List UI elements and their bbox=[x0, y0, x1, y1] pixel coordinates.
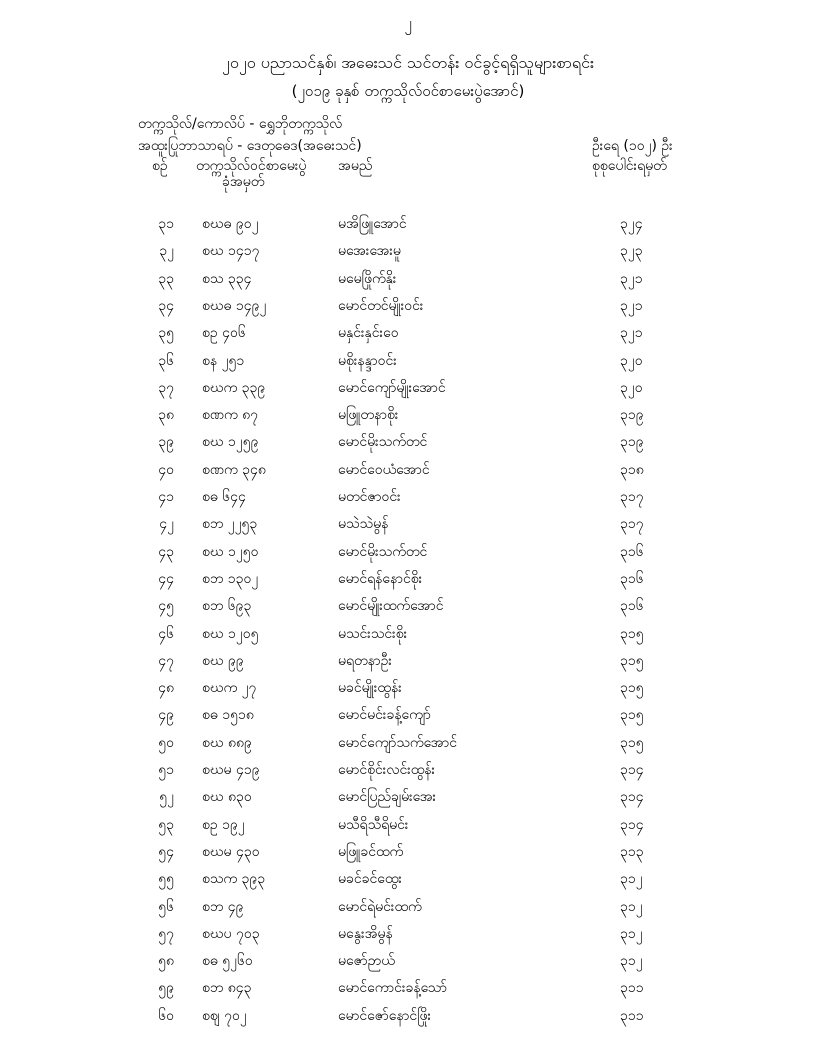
table-row bbox=[0, 432, 816, 454]
row-number: ၅၄ bbox=[158, 843, 174, 860]
student-name: မအေးအေးမူ bbox=[338, 243, 401, 260]
roll-number: စဈ ၇၀၂ bbox=[202, 1007, 247, 1024]
student-name: မသီရိသီရိမင်း bbox=[338, 816, 409, 833]
row-number: ၄၀ bbox=[158, 461, 174, 478]
row-number: ၃၄ bbox=[158, 297, 174, 314]
total-marks: ၃၁၅ bbox=[620, 707, 644, 724]
total-marks: ၃၂၁ bbox=[620, 325, 643, 342]
student-name: မအိဖြူအောင် bbox=[338, 216, 407, 232]
student-name: မခင်မျိုးထွန်း bbox=[338, 680, 402, 697]
page-number: ၂ bbox=[404, 14, 412, 32]
roll-number: စဃ ၁၄၁၇ bbox=[202, 243, 260, 260]
table-row bbox=[0, 241, 816, 263]
roll-number: စဃပ ၇၀၃ bbox=[202, 925, 260, 942]
total-marks: ၃၁၂ bbox=[620, 925, 643, 942]
student-name: မောင်မိုးသက်တင် bbox=[338, 434, 428, 451]
university-line: တက္ကသိုလ်/ကောလိပ် - ရွှေဘိုတက္ကသိုလ် bbox=[138, 116, 343, 132]
roll-number: စသ ၃၃၄ bbox=[202, 270, 252, 287]
student-name: မောင်ရန်နောင်စိုး bbox=[338, 570, 423, 587]
total-marks: ၃၁၅ bbox=[620, 625, 644, 642]
row-number: ၃၉ bbox=[158, 434, 174, 451]
row-number: ၅၈ bbox=[158, 953, 174, 970]
table-row bbox=[0, 651, 816, 673]
student-name: မောင်တင်မျိုးဝင်း bbox=[338, 297, 424, 314]
total-marks: ၃၁၆ bbox=[620, 543, 644, 560]
row-number: ၄၁ bbox=[158, 489, 174, 505]
student-name: မောင်စိုင်းလင်းထွန်း bbox=[338, 762, 436, 778]
roll-number: စဥ ၁၉၂ bbox=[202, 816, 245, 833]
total-marks: ၃၂၁ bbox=[620, 270, 643, 287]
roll-number: စဃ ၈၈၉ bbox=[202, 734, 252, 751]
roll-number: စဘ ၄၉ bbox=[202, 898, 244, 915]
table-row bbox=[0, 296, 816, 318]
student-name: မရတနာဦး bbox=[338, 652, 392, 669]
roll-number: စဃဓ ၁၄၉၂ bbox=[202, 297, 267, 314]
row-number: ၄၈ bbox=[158, 680, 174, 697]
total-marks: ၃၂၄ bbox=[620, 216, 643, 232]
table-row bbox=[0, 760, 816, 782]
student-name: မဖြူခင်ထက် bbox=[338, 843, 404, 860]
total-marks: ၃၁၆ bbox=[620, 598, 644, 615]
row-number: ၃၁ bbox=[158, 216, 174, 232]
total-marks: ၃၁၂ bbox=[620, 871, 643, 888]
table-row bbox=[0, 569, 816, 591]
total-marks: ၃၁၁ bbox=[620, 1007, 644, 1024]
table-row bbox=[0, 269, 816, 291]
roll-number: စဓ ၆၄၄ bbox=[202, 489, 246, 505]
row-number: ၃၃ bbox=[158, 270, 174, 287]
total-marks: ၃၁၉ bbox=[620, 434, 644, 451]
roll-number: စဘ ၆၉၃ bbox=[202, 598, 252, 615]
student-name: မောင်ဇော်နောင်ဖြိုး bbox=[338, 1007, 432, 1024]
column-header-name: အမည် bbox=[338, 158, 373, 174]
table-row bbox=[0, 897, 816, 919]
student-name: မောင်ဝေယံအောင် bbox=[338, 461, 430, 478]
total-marks: ၃၁၄ bbox=[620, 762, 644, 778]
total-count: ဦးရေ (၁၀၂) ဦး bbox=[592, 138, 673, 154]
row-number: ၅၂ bbox=[159, 789, 174, 806]
row-number: ၃၅ bbox=[158, 325, 174, 342]
roll-number: စဃမ ၄၁၉ bbox=[202, 762, 260, 778]
row-number: ၅၀ bbox=[158, 734, 174, 751]
roll-number: စဃ ၁၂၅၉ bbox=[202, 434, 259, 451]
roll-number: စဃ ၁၂၀၅ bbox=[202, 625, 259, 642]
row-number: ၅၃ bbox=[158, 816, 174, 833]
roll-number: စဓ ၅၂၆၀ bbox=[202, 953, 253, 970]
roll-number: စဘ ၁၃၀၂ bbox=[202, 570, 259, 587]
row-number: ၅၆ bbox=[158, 898, 174, 915]
student-name: မခင်ခင်ထွေး bbox=[338, 871, 402, 888]
column-header-roll-line-2: ခုံအမှတ် bbox=[222, 174, 265, 190]
table-row bbox=[0, 405, 816, 427]
table-row bbox=[0, 624, 816, 646]
roll-number: စဃ ၈၃၀ bbox=[202, 789, 252, 806]
column-header-roll-line-1: တက္ကသိုလ်ဝင်စာမေးပွဲ bbox=[196, 158, 307, 174]
total-marks: ၃၁၈ bbox=[620, 461, 644, 478]
total-marks: ၃၁၄ bbox=[620, 789, 644, 806]
roll-number: စဓ ၁၅၁၈ bbox=[202, 707, 254, 724]
table-row bbox=[0, 378, 816, 400]
total-marks: ၃၁၅ bbox=[620, 734, 644, 751]
table-row bbox=[0, 1006, 816, 1028]
table-row bbox=[0, 924, 816, 946]
roll-number: စဘ ၂၂၅၃ bbox=[202, 516, 258, 533]
table-row bbox=[0, 596, 816, 618]
table-row bbox=[0, 351, 816, 373]
student-name: မောင်ကျော်မျိုးအောင် bbox=[338, 379, 446, 396]
row-number: ၃၇ bbox=[158, 379, 174, 396]
student-name: မောင်ရဲမင်းထက် bbox=[338, 898, 422, 915]
total-marks: ၃၁၉ bbox=[620, 407, 644, 424]
row-number: ၄၅ bbox=[158, 598, 174, 615]
table-row bbox=[0, 678, 816, 700]
total-marks: ၃၁၅ bbox=[620, 652, 644, 669]
table-row bbox=[0, 705, 816, 727]
table-row bbox=[0, 323, 816, 345]
table-row bbox=[0, 514, 816, 536]
roll-number: စဃက ၂၇ bbox=[202, 680, 257, 697]
roll-number: စန ၂၅၁ bbox=[202, 352, 245, 369]
total-marks: ၃၂၀ bbox=[620, 352, 643, 369]
row-number: ၅၉ bbox=[158, 980, 174, 997]
student-name: မနွေးအိမွန် bbox=[338, 925, 393, 942]
total-marks: ၃၁၇ bbox=[620, 489, 644, 505]
table-row bbox=[0, 460, 816, 482]
total-marks: ၃၁၇ bbox=[620, 516, 644, 533]
student-name: မဇော်ဉာယ် bbox=[338, 953, 395, 970]
student-name: မောင်ကျော်သက်အောင် bbox=[338, 734, 458, 751]
roll-number: စဃက ၃၃၉ bbox=[202, 379, 266, 396]
row-number: ၅၇ bbox=[158, 925, 174, 942]
table-row bbox=[0, 978, 816, 1000]
roll-number: စဃမ ၄၃၀ bbox=[202, 843, 260, 860]
row-number: ၄၃ bbox=[158, 543, 174, 560]
row-number: ၆၀ bbox=[158, 1007, 174, 1024]
column-header-no: စဉ် bbox=[152, 158, 168, 174]
student-name: မသဲသဲမွန် bbox=[338, 516, 389, 533]
roll-number: စဃ ၉၉ bbox=[202, 652, 244, 669]
column-header-roll-number bbox=[196, 158, 306, 190]
student-name: မောင်မင်းခန့်ကျော် bbox=[338, 707, 431, 724]
total-marks: ၃၁၃ bbox=[620, 843, 644, 860]
roll-number: စဘ ၈၄၃ bbox=[202, 980, 252, 997]
table-row bbox=[0, 214, 816, 236]
table-row bbox=[0, 815, 816, 837]
table-row bbox=[0, 542, 816, 564]
student-name: မစိုးနန္ဒာဝင်း bbox=[338, 352, 397, 369]
table-row bbox=[0, 869, 816, 891]
roll-number: စဃဓ ၉၀၂ bbox=[202, 216, 259, 232]
total-marks: ၃၂၀ bbox=[620, 379, 643, 396]
row-number: ၄၂ bbox=[159, 516, 174, 533]
roll-number: စဥ ၄၀၆ bbox=[202, 325, 246, 342]
student-name: မတင်ဇာဝင်း bbox=[338, 489, 401, 505]
roll-number: စဃ ၁၂၅၀ bbox=[202, 543, 259, 560]
student-name: မဖြူတနာစိုး bbox=[338, 407, 399, 424]
total-marks: ၃၁၂ bbox=[620, 953, 643, 970]
student-name: မောင်မျိုးထက်အောင် bbox=[338, 598, 444, 615]
table-row bbox=[0, 733, 816, 755]
row-number: ၄၉ bbox=[158, 707, 174, 724]
total-marks: ၃၂၃ bbox=[620, 243, 643, 260]
total-marks: ၃၂၁ bbox=[620, 297, 643, 314]
total-marks: ၃၁၆ bbox=[620, 570, 644, 587]
total-marks: ၃၁၄ bbox=[620, 816, 644, 833]
roll-number: စဏက ၃၄၈ bbox=[202, 461, 266, 478]
row-number: ၄၇ bbox=[158, 652, 174, 669]
total-marks: ၃၁၅ bbox=[620, 680, 644, 697]
total-marks: ၃၁၂ bbox=[620, 898, 643, 915]
row-number: ၄၆ bbox=[158, 625, 174, 642]
student-name: မောင်ပြည်ချမ်းအေး bbox=[338, 789, 437, 806]
student-name: မသင်းသင်းစိုး bbox=[338, 625, 408, 642]
document-title: ၂၀၂၀ ပညာသင်နှစ်၊ အဓေးသင် သင်တန်း ဝင်ခွင့်ရရှိသူများစာရင်း bbox=[221, 53, 594, 72]
row-number: ၄၄ bbox=[158, 570, 174, 587]
table-row bbox=[0, 951, 816, 973]
student-name: မမေဖြိုက်နိုး bbox=[338, 270, 397, 287]
student-name: မနှင်းနှင်းဝေ bbox=[338, 325, 399, 342]
row-number: ၅၁ bbox=[158, 762, 174, 778]
specialization-line: အထူးပြုဘာသာရပ် - ဒေတုဓေဒ(အဓေးသင်) bbox=[138, 138, 362, 154]
student-name: မောင်မိုးသက်တင် bbox=[338, 543, 428, 560]
row-number: ၅၅ bbox=[158, 871, 174, 888]
row-number: ၃၂ bbox=[159, 243, 174, 260]
table-row bbox=[0, 842, 816, 864]
document-subtitle: (၂၀၁၉ ခုနှစ် တက္ကသိုလ်ဝင်စာမေးပွဲအောင်) bbox=[291, 82, 525, 100]
roll-number: စဏက ၈၇ bbox=[202, 407, 259, 424]
student-name: မောင်ကောင်းခန့်သော် bbox=[338, 980, 447, 997]
roll-number: စသက ၃၉၃ bbox=[202, 871, 266, 888]
column-header-total-marks: စုစုပေါင်းရမှတ် bbox=[592, 158, 667, 174]
table-row bbox=[0, 487, 816, 509]
table-row bbox=[0, 787, 816, 809]
total-marks: ၃၁၁ bbox=[620, 980, 644, 997]
row-number: ၃၈ bbox=[158, 407, 174, 424]
row-number: ၃၆ bbox=[158, 352, 174, 369]
